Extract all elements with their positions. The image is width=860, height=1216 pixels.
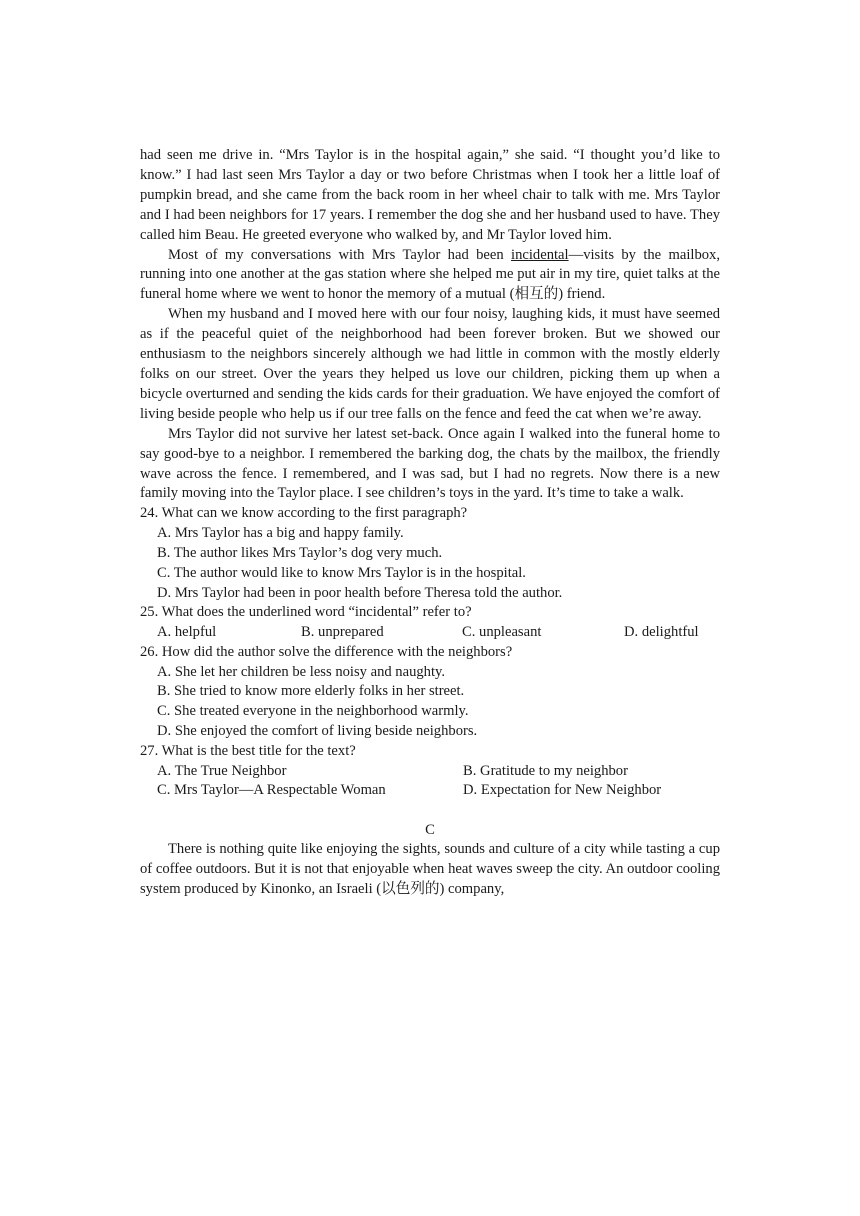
option-a: A. The True Neighbor bbox=[157, 762, 287, 779]
question-stem: 27. What is the best title for the text? bbox=[140, 742, 356, 759]
option-d: D. delightful bbox=[624, 624, 699, 641]
option-b: B. The author likes Mrs Taylor’s dog very much. bbox=[157, 544, 443, 561]
options-row bbox=[140, 623, 720, 643]
question-stem: 25. What does the underlined word “incidental” refer to? bbox=[140, 604, 472, 621]
options-row-1 bbox=[140, 762, 720, 782]
paragraph-2-text-start: Most of my conversations with Mrs Taylor had been bbox=[168, 246, 512, 263]
option-d: D. Mrs Taylor had been in poor health before Theresa told the author. bbox=[157, 584, 563, 601]
option-a: A. helpful bbox=[157, 624, 217, 641]
option-d: D. Expectation for New Neighbor bbox=[463, 782, 662, 799]
section-c-paragraph-1: There is nothing quite like enjoying the sights, sounds and culture of a city while tasting a cup of coffee outdoors. But it is not that enjoyable when heat waves sweep the city. An outdoor cooling system produced by Kinonko, an Israeli (以色列的) company, bbox=[140, 841, 720, 898]
option-c: C. unpleasant bbox=[462, 624, 542, 641]
question-26 bbox=[140, 643, 720, 742]
paragraph-2-text-end: —visits by the mailbox, running into one another at the gas station where she helped me put air in my tire, quiet talks at the funeral home where we went to honor the memory of a mutual (相互的) friend. bbox=[140, 246, 721, 303]
option-c: C. Mrs Taylor—A Respectable Woman bbox=[157, 782, 386, 799]
passage-paragraph-3: When my husband and I moved here with our four noisy, laughing kids, it must have seemed as if the peaceful quiet of the neighborhood had been forever broken. But we showed our enthusiasm to the neighbors sincerely although we had little in common with the mostly elderly folks on our street. Over the years they helped us love our children, picking them up when a bicycle overturned and sending the kids cards for their graduation. We have enjoyed the comfort of living beside people who help us if our tree falls on the fence and feed the cat when we’re away. bbox=[140, 306, 720, 422]
option-c: C. She treated everyone in the neighborhood warmly. bbox=[157, 703, 469, 720]
option-c: C. The author would like to know Mrs Taylor is in the hospital. bbox=[157, 564, 526, 581]
question-stem: 26. How did the author solve the difference with the neighbors? bbox=[140, 643, 513, 660]
option-b: B. unprepared bbox=[301, 624, 384, 641]
passage-paragraph-4: Mrs Taylor did not survive her latest set-back. Once again I walked into the funeral home to say good-bye to a neighbor. I remembered the barking dog, the chats by the mailbox, the friendly wave across the fence. I remembered, and I was sad, but I had no regrets. Now there is a new family moving into the Taylor place. I see children’s toys in the yard. It’s time to take a walk. bbox=[140, 425, 720, 502]
question-27 bbox=[140, 742, 720, 801]
question-stem: 24. What can we know according to the first paragraph? bbox=[140, 505, 468, 522]
page-content bbox=[140, 146, 720, 900]
underlined-word: incidental bbox=[511, 246, 569, 263]
option-a: A. Mrs Taylor has a big and happy family. bbox=[157, 525, 404, 542]
question-25 bbox=[140, 603, 720, 643]
passage-paragraph-1: had seen me drive in. “Mrs Taylor is in the hospital again,” she said. “I thought you’d like to know.” I had last seen Mrs Taylor a day or two before Christmas when I took her a little loaf of pumpkin bread, and she came from the back room in her wheel chair to talk with me. Mrs Taylor and I had been neighbors for 17 years. I remember the dog she and her husband used to have. They called him Beau. He greeted everyone who walked by, and Mr Taylor loved him. bbox=[140, 147, 720, 243]
option-b: B. She tried to know more elderly folks in her street. bbox=[157, 683, 465, 700]
question-24 bbox=[140, 504, 720, 603]
section-heading: C bbox=[425, 822, 435, 839]
option-b: B. Gratitude to my neighbor bbox=[463, 762, 628, 779]
options-row-2 bbox=[140, 781, 720, 801]
passage-paragraph-2 bbox=[140, 246, 720, 306]
option-a: A. She let her children be less noisy and naughty. bbox=[157, 663, 446, 680]
option-d: D. She enjoyed the comfort of living beside neighbors. bbox=[157, 723, 478, 740]
